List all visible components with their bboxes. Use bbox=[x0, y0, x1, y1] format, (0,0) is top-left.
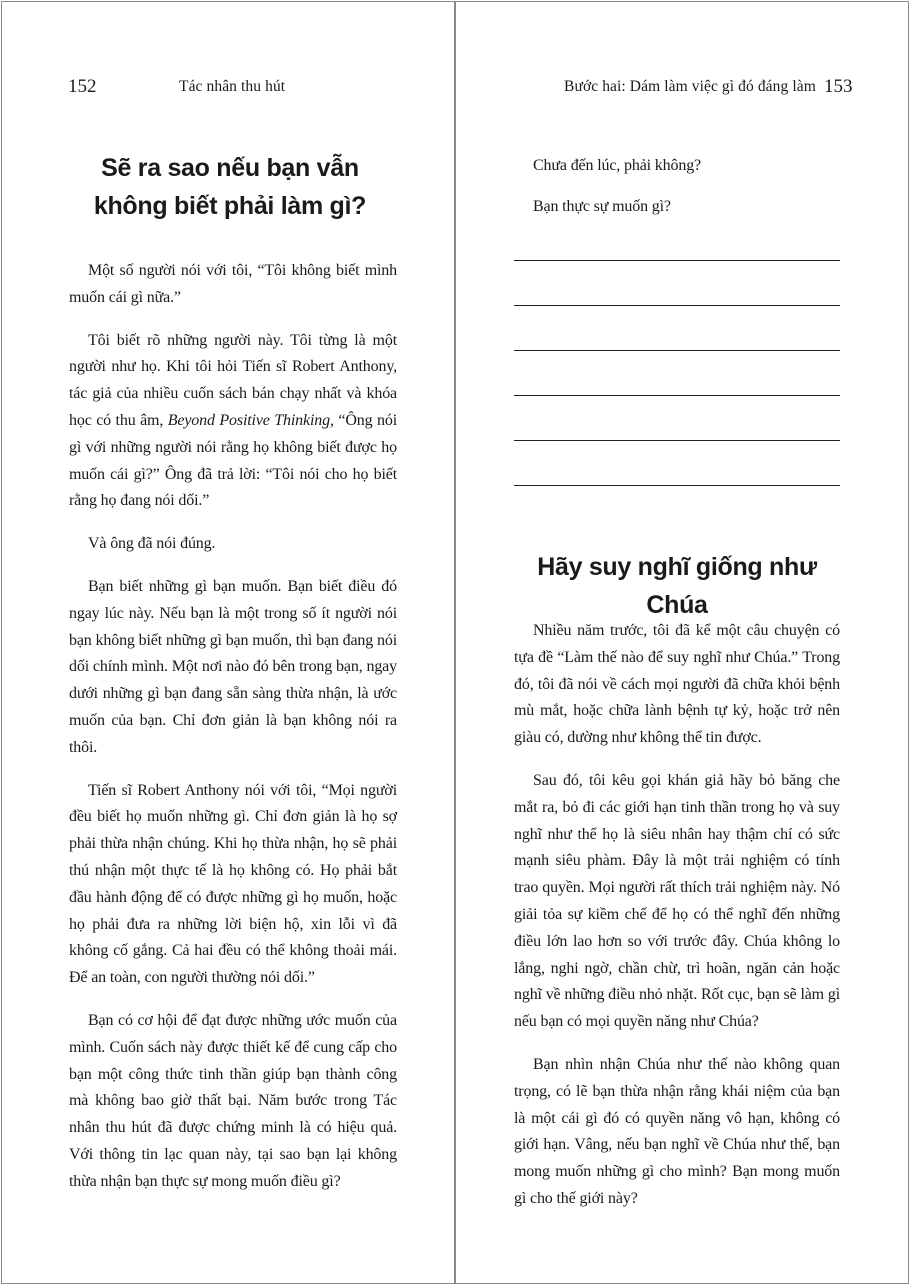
running-head: Tác nhân thu hút bbox=[179, 78, 286, 95]
page-number: 152 bbox=[68, 76, 97, 97]
writing-line bbox=[514, 260, 840, 261]
paragraph: Bạn nhìn nhận Chúa như thế nào không quan trọng, có lẽ bạn thừa nhận rằng khái niệm của bạn là một cái gì đó có quyền năng vô hạn, không có giới hạn. Vâng, nếu bạn nghĩ về Chúa như thế, bạn mong muốn những gì cho mình? Bạn mong muốn gì cho thế giới này? bbox=[514, 1055, 840, 1207]
prompt-line: Chưa đến lúc, phải không? bbox=[533, 157, 701, 174]
paragraph: Bạn có cơ hội để đạt được những ước muốn của mình. Cuốn sách này được thiết kế để cung cấp cho bạn một công thức tinh thần giúp bạn thành công mà không bao giờ thất bại. Năm bước trong Tác nhân thu hút đã được chứng minh là có hiệu quả. Với thông tin lạc quan này, tại sao bạn lại không thừa nhận bạn thực sự mong muốn điều gì? bbox=[69, 1011, 397, 1190]
prompt-line: Bạn thực sự muốn gì? bbox=[533, 197, 671, 215]
running-head: Bước hai: Dám làm việc gì đó đáng làm bbox=[564, 78, 816, 95]
paragraph: Và ông đã nói đúng. bbox=[88, 535, 216, 553]
writing-line bbox=[514, 305, 840, 306]
paragraph: Nhiều năm trước, tôi đã kể một câu chuyện có tựa đề “Làm thế nào để suy nghĩ như Chúa.” Trong đó, tôi đã nói về cách mọi người đã chữa khỏi bệnh mù mắt, hoặc chữa lành bệnh tự kỷ, hoặc trở nên giàu có, dường như không thể tin được. bbox=[514, 622, 840, 747]
page-number: 153 bbox=[824, 76, 853, 97]
book-title: Beyond Positive Thinking, bbox=[167, 411, 334, 429]
paragraph-text: Tôi biết rõ những người này. Tôi từng là một người như họ. Khi tôi hỏi Tiến sĩ Robert Anthony, tác giả của nhiều cuốn sách bán chạy nhất và khóa học có thu âm, bbox=[69, 331, 397, 429]
writing-line bbox=[514, 350, 840, 351]
writing-line bbox=[514, 395, 840, 396]
paragraph: Bạn biết những gì bạn muốn. Bạn biết điều đó ngay lúc này. Nếu bạn là một trong số ít người nói bạn không biết những gì bạn muốn, thì bạn đang nói dối chính mình. Một nơi nào đó bên trong bạn, ngay dưới những gì bạn đang sẵn sàng thừa nhận, là ước muốn của bạn. Chỉ đơn giản là bạn không nói ra thôi. bbox=[69, 577, 397, 756]
body-text bbox=[69, 258, 397, 1212]
body-text bbox=[514, 618, 840, 1229]
paragraph bbox=[69, 328, 397, 516]
left-page bbox=[1, 1, 455, 1284]
right-page bbox=[455, 1, 909, 1284]
paragraph-text: “Ông nói gì với những người nói rằng họ không biết được họ muốn cái gì?” Ông đã trả lời: “Tôi nói cho họ biết rằng họ đang nói dối.” bbox=[69, 411, 397, 510]
prompt-lines bbox=[514, 153, 840, 237]
paragraph: Sau đó, tôi kêu gọi khán giả hãy bỏ băng che mắt ra, bỏ đi các giới hạn tinh thần trong họ và suy nghĩ như thể họ là siêu nhân hay thậm chí có sức mạnh siêu phàm. Đây là một trải nghiệm có tính trao quyền. Mọi người rất thích trải nghiệm này. Nó giải tỏa sự kiềm chế để họ có thể nghĩ đến những điều lớn lao hơn so với trước đây. Chúa không lo lắng, nghi ngờ, chần chừ, trì hoãn, ngăn cản hoặc nghĩ về những điều nhỏ nhặt. Rốt cục, bạn sẽ làm gì nếu bạn có mọi quyền năng như Chúa? bbox=[514, 771, 840, 1031]
paragraph: Tiến sĩ Robert Anthony nói với tôi, “Mọi người đều biết họ muốn những gì. Chỉ đơn giản là họ sợ phải thừa nhận chúng. Khi họ thừa nhận, họ sẽ phải thú nhận một thực tế là họ không có. Họ phải bắt đầu hành động để có được những gì họ muốn, hoặc họ phải đưa ra những lời biện hộ, xin lỗi vì đã không cố gắng. Cả hai đều có thể không thoải mái. Để an toàn, con người thường nói dối.” bbox=[69, 781, 397, 987]
paragraph: Một số người nói với tôi, “Tôi không biết mình muốn cái gì nữa.” bbox=[69, 262, 397, 306]
writing-line bbox=[514, 440, 840, 441]
section-heading: Hãy suy nghĩ giống như Chúa bbox=[537, 553, 817, 619]
section-heading: Sẽ ra sao nếu bạn vẫn không biết phải làm gì? bbox=[93, 154, 367, 220]
writing-line bbox=[514, 485, 840, 486]
